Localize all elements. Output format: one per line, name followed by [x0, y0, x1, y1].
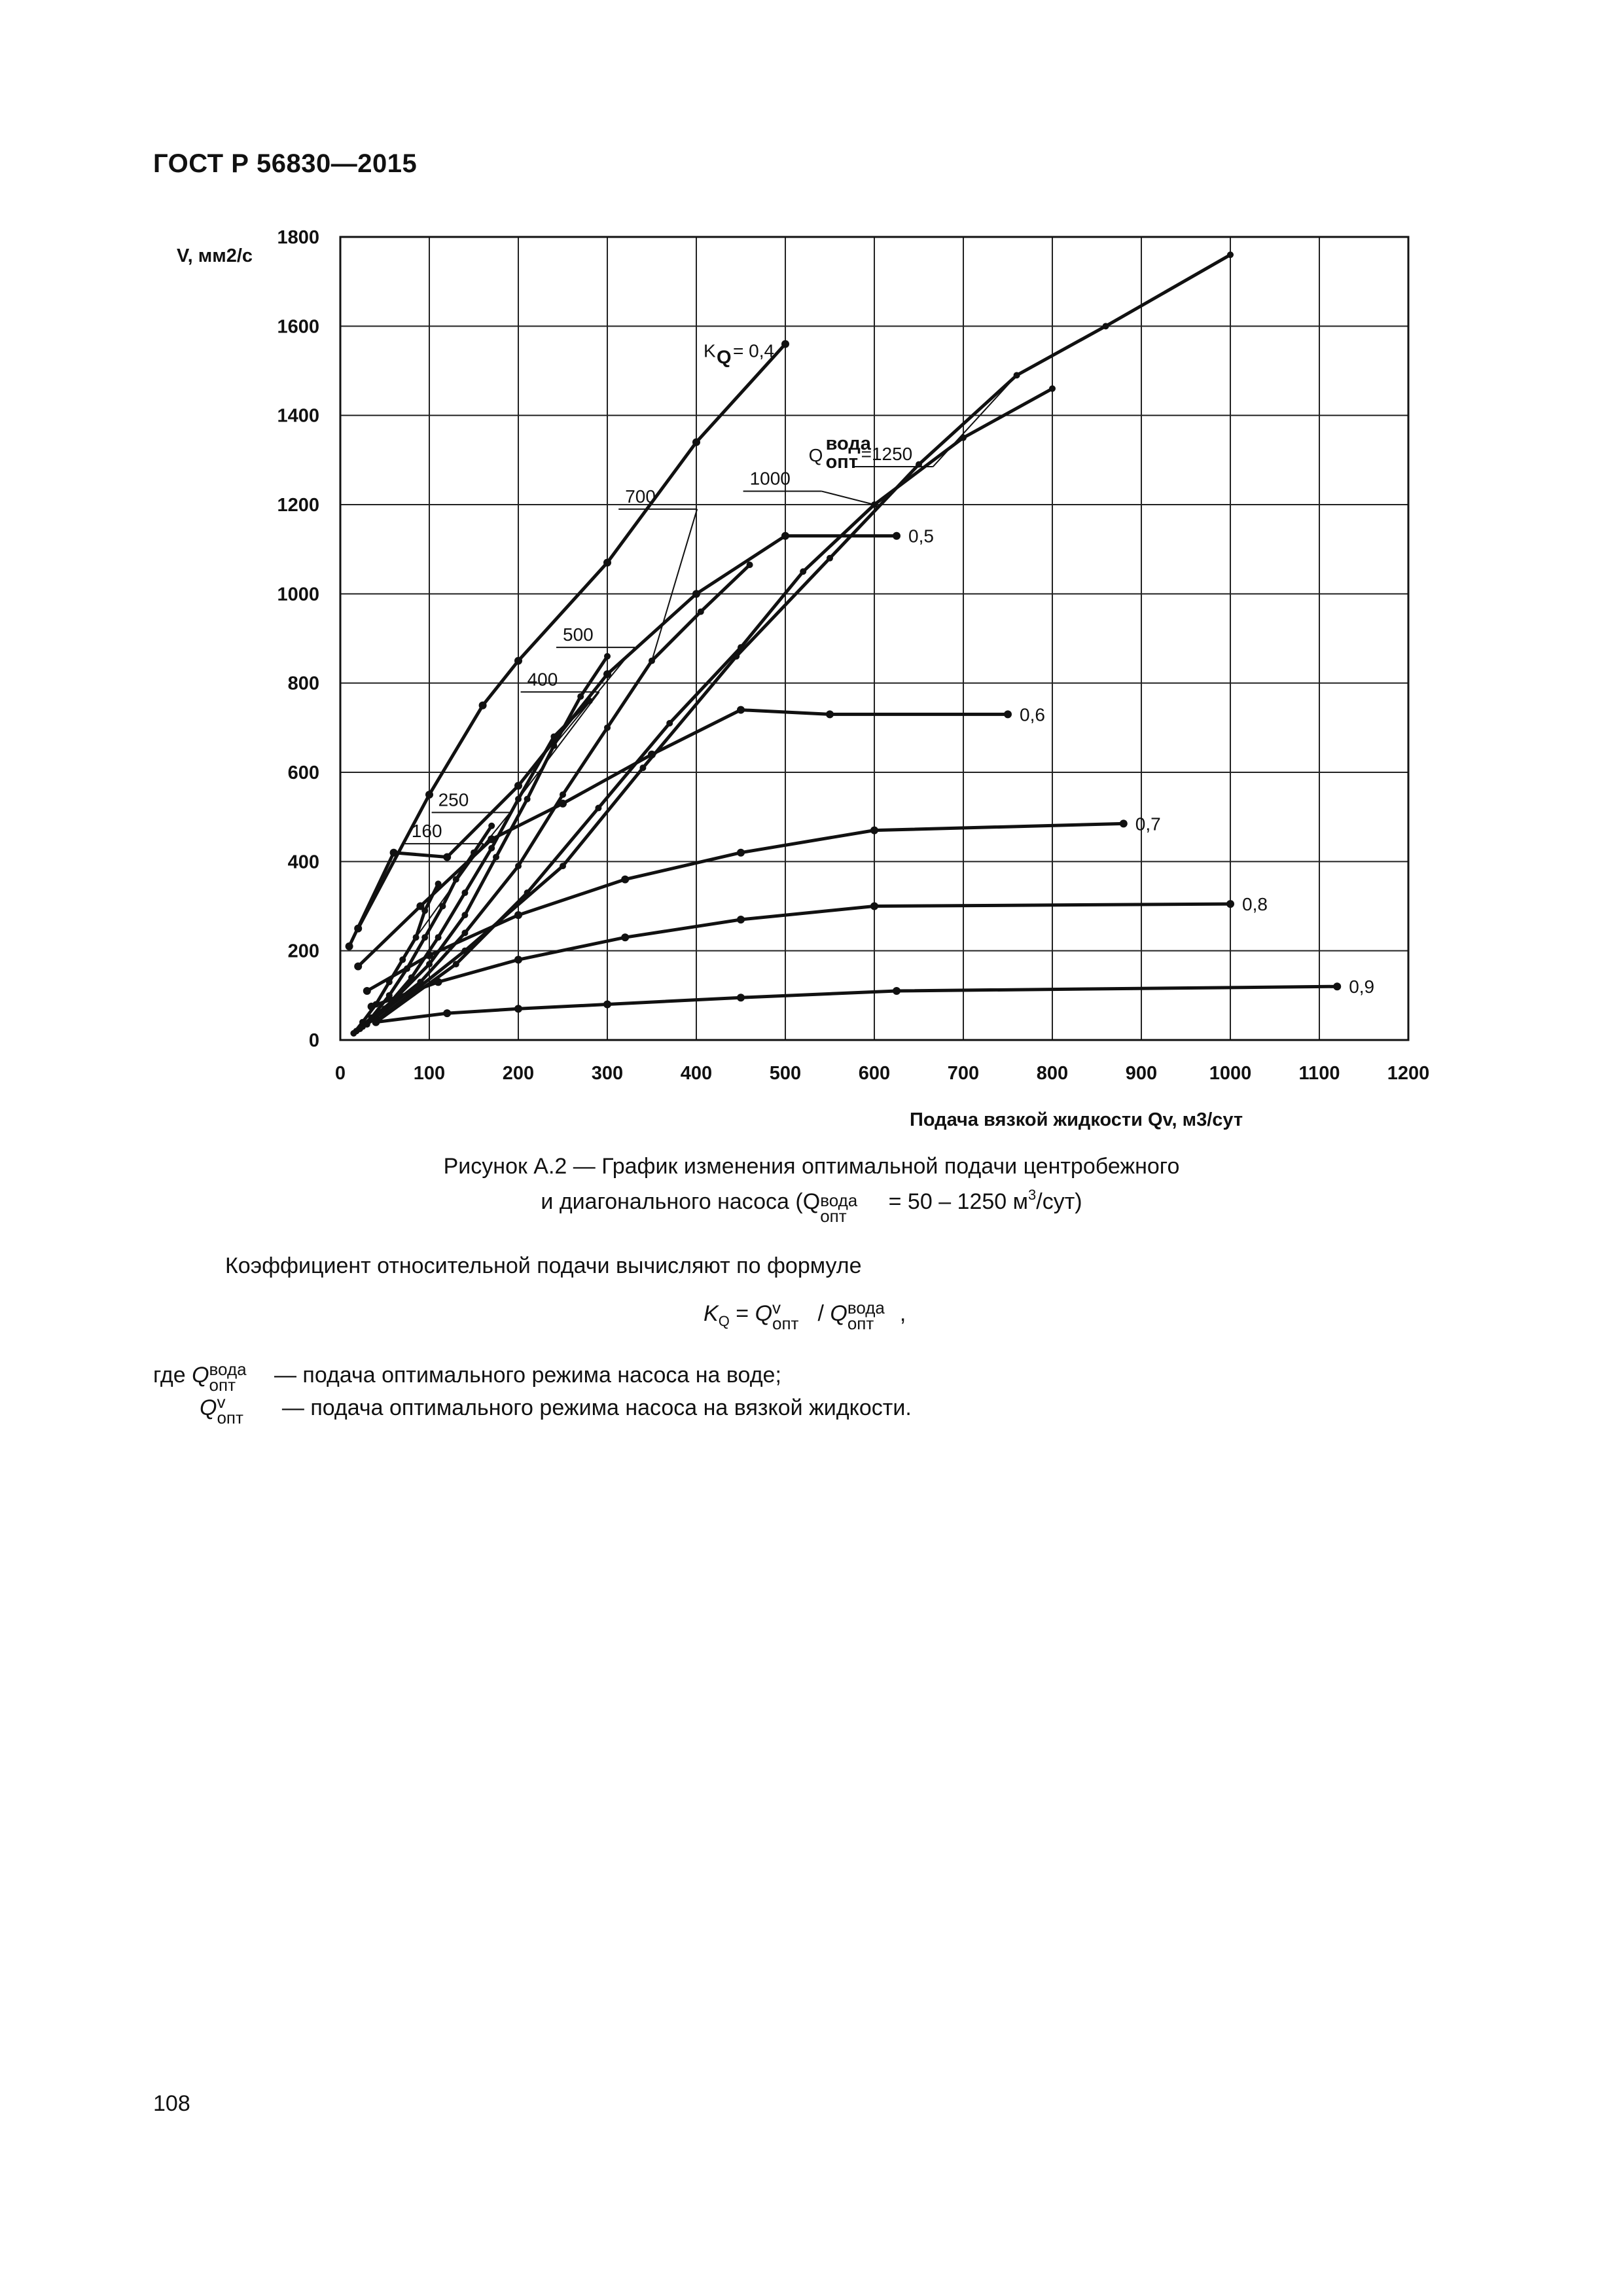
kq-point — [1120, 819, 1128, 827]
x-tick-label: 400 — [680, 1063, 713, 1084]
kq-point — [514, 1005, 522, 1013]
kq-curve-label: 0,7 — [1135, 814, 1161, 834]
kq-curve-label: 0,6 — [1020, 704, 1045, 725]
kq-point — [372, 1018, 380, 1026]
kq-point — [425, 791, 433, 798]
q-point — [524, 796, 531, 802]
kq-point — [443, 1009, 451, 1017]
y-tick-label: 200 — [287, 941, 319, 962]
kq-point — [559, 800, 567, 808]
x-tick-label: 800 — [1036, 1063, 1069, 1084]
kq-curve-label: = 0,4 — [733, 340, 775, 361]
x-tick-label: 100 — [413, 1063, 446, 1084]
kq-point — [603, 670, 611, 678]
y-axis-label: V, мм2/с — [177, 245, 253, 266]
q-point — [639, 764, 646, 771]
q-label-leader — [518, 692, 599, 799]
q-point — [382, 1005, 388, 1012]
q-point — [461, 912, 468, 918]
y-tick-label: 1800 — [277, 227, 319, 248]
y-tick-label: 0 — [308, 1030, 319, 1051]
y-tick-label: 400 — [287, 852, 319, 873]
q-point — [666, 720, 673, 726]
q-point — [461, 889, 468, 896]
kq-point — [692, 590, 700, 598]
kq-label-sub: Q — [717, 347, 732, 368]
q-point — [435, 934, 442, 941]
x-tick-label: 0 — [334, 1063, 346, 1084]
q-point — [800, 568, 806, 575]
kq-point — [514, 781, 522, 789]
kq-point — [1333, 982, 1341, 990]
q-point — [604, 725, 611, 731]
y-tick-label: 800 — [287, 673, 319, 694]
q-point — [350, 1030, 357, 1037]
q-point — [488, 845, 495, 852]
kq-point — [692, 439, 700, 446]
kq-point — [368, 1003, 376, 1011]
definition-water: где Q вода опт — подача оптимального режима насоса на воде; — [153, 1359, 781, 1395]
q-point — [560, 791, 566, 798]
kq-point — [737, 994, 745, 1001]
y-tick-label: 600 — [287, 762, 319, 783]
q-point — [577, 693, 584, 700]
q-curve-label: 400 — [527, 669, 558, 690]
x-tick-label: 900 — [1125, 1063, 1158, 1084]
y-tick-label: 1000 — [277, 584, 319, 605]
y-tick-label: 1600 — [277, 316, 319, 338]
kq-point — [737, 849, 745, 857]
x-tick-label: 500 — [769, 1063, 802, 1084]
q-point — [1049, 386, 1056, 392]
y-tick-label: 1400 — [277, 405, 319, 427]
q-label-leader — [822, 492, 874, 505]
q-point — [359, 1019, 366, 1026]
q-point — [493, 854, 499, 861]
kq-point — [354, 963, 362, 971]
q-curve-label: 160 — [411, 821, 442, 842]
q-point — [560, 863, 566, 869]
kq-point — [826, 710, 834, 718]
page-number: 108 — [153, 2091, 190, 2116]
kq-curve — [349, 536, 897, 946]
kq-label-prefix: K — [704, 340, 716, 361]
q-point — [515, 863, 522, 869]
kq-point — [346, 942, 353, 950]
kq-point — [514, 911, 522, 919]
x-tick-label: 1000 — [1209, 1063, 1252, 1084]
x-axis-label: Подача вязкой жидкости Qv, м3/сут — [910, 1109, 1243, 1130]
q-curve-label: 500 — [563, 624, 594, 645]
kq-point — [390, 849, 398, 857]
kq-curve — [376, 986, 1337, 1022]
q-label-sup: вода — [825, 433, 871, 455]
kq-point — [425, 951, 433, 959]
x-tick-label: 600 — [858, 1063, 891, 1084]
kq-point — [603, 1000, 611, 1008]
formula-intro: Коэффициент относительной подачи вычисляют по формуле — [225, 1253, 862, 1278]
kq-point — [443, 853, 451, 861]
kq-point — [781, 340, 789, 348]
q-curve-label: 700 — [625, 486, 656, 507]
q-point — [738, 644, 744, 651]
x-tick-label: 300 — [591, 1063, 624, 1084]
kq-point — [1004, 710, 1012, 718]
kq-point — [893, 987, 901, 995]
caption-line-1: Рисунок А.2 — График изменения оптимальной подачи центробежного — [443, 1154, 1180, 1179]
q-point — [595, 805, 601, 812]
q-curve — [376, 389, 1052, 1022]
q-point — [1103, 323, 1109, 329]
kq-point — [737, 916, 745, 924]
q-point — [1227, 251, 1234, 258]
q-point — [399, 956, 406, 963]
q-point — [604, 653, 611, 660]
q-point — [698, 609, 704, 615]
caption-line-2: и диагонального насоса (Q вода опт = 50 – 1250 $м^3/сут$) — [541, 1187, 1082, 1227]
kq-point — [870, 827, 878, 834]
q-point — [417, 978, 423, 985]
kq-point — [435, 978, 442, 986]
x-tick-label: 1100 — [1298, 1063, 1340, 1084]
q-point — [827, 555, 833, 562]
document-header: ГОСТ Р 56830—2015 — [153, 149, 418, 178]
x-tick-label: 700 — [947, 1063, 980, 1084]
kq-point — [514, 657, 522, 665]
figure-caption — [288, 1152, 1335, 1227]
y-tick-label: 1200 — [277, 495, 319, 516]
q-curve-label: 1000 — [749, 468, 791, 489]
kq-point — [479, 702, 487, 709]
kq-point — [1226, 900, 1234, 908]
x-tick-label: 200 — [502, 1063, 535, 1084]
kq-point — [737, 706, 745, 714]
q-point — [747, 562, 753, 568]
definition-viscous: Q v опт — подача оптимального режима насоса на вязкой жидкости. — [200, 1392, 912, 1428]
q-point — [408, 975, 415, 981]
q-point — [453, 961, 459, 967]
kq-point — [621, 876, 629, 884]
x-tick-label: 1200 — [1387, 1063, 1430, 1084]
q-point — [960, 435, 967, 441]
kq-curve-label: 0,5 — [908, 526, 934, 547]
kq-point — [893, 532, 901, 540]
q-point — [461, 929, 468, 936]
q-curve-label: 250 — [438, 789, 469, 810]
q-label-sub: опт — [825, 452, 859, 473]
kq-curve-label: 0,9 — [1349, 977, 1375, 997]
kq-point — [781, 532, 789, 540]
kq-point — [648, 751, 656, 759]
kq-point — [621, 933, 629, 941]
q-label-prefix: Q — [808, 445, 823, 466]
q-curve-label: =1250 — [861, 444, 913, 465]
kq-point — [488, 835, 495, 843]
kq-point — [416, 903, 424, 910]
q-point — [421, 934, 428, 941]
q-point — [524, 889, 531, 896]
kq-point — [363, 987, 371, 995]
kq-point — [870, 903, 878, 910]
kq-curve-label: 0,8 — [1242, 894, 1268, 915]
q-point — [426, 961, 433, 967]
kq-point — [514, 956, 522, 963]
q-point — [488, 823, 495, 829]
formula: $K_Q = Q$ v опт / Q вода опт , — [704, 1298, 906, 1334]
kq-point — [603, 559, 611, 567]
